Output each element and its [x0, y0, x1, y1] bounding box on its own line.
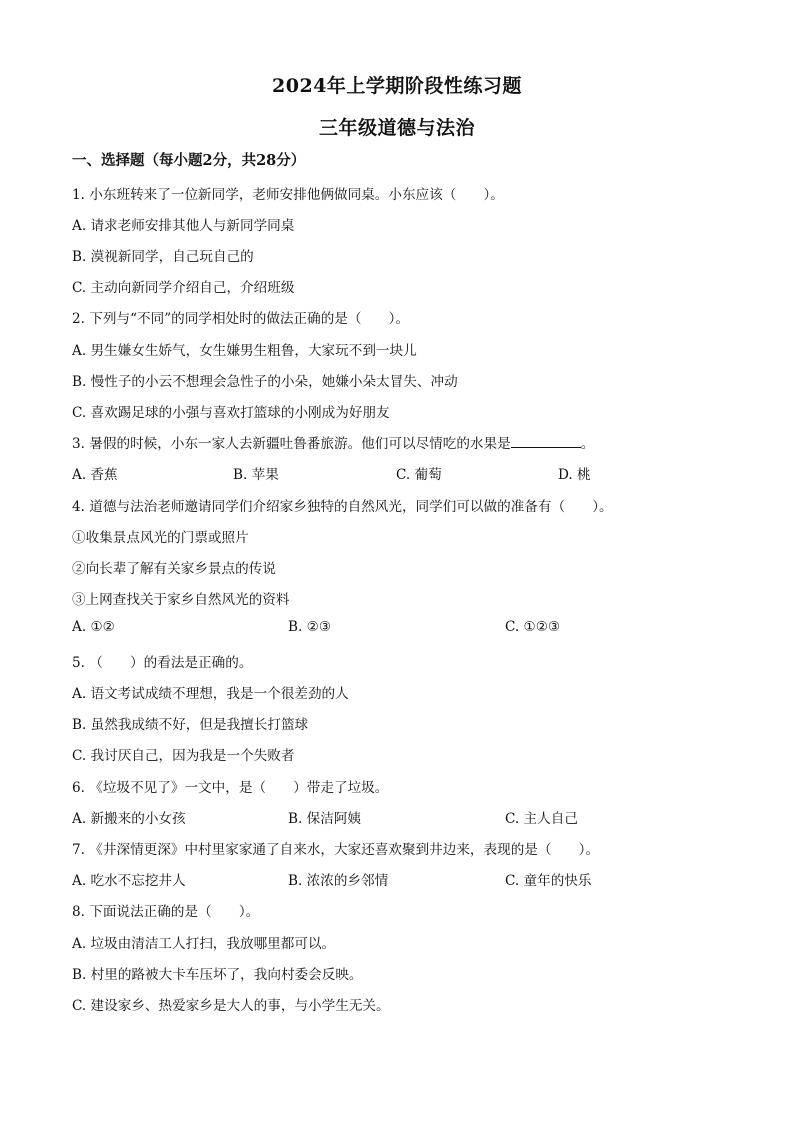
- question-3-stem-end: 。: [580, 436, 595, 452]
- question-6-option-a: A. 新搬来的小女孩: [72, 811, 186, 827]
- question-4-option-c: C. ①②③: [505, 619, 561, 635]
- question-4-item-3: ③上网查找关于家乡自然风光的资料: [72, 592, 290, 608]
- question-1-option-b: B. 漠视新同学，自己玩自己的: [72, 249, 254, 265]
- section-heading: 一、选择题（每小题2分，共28分）: [72, 152, 306, 169]
- question-3-stem: [72, 432, 594, 452]
- question-1-stem: 1. 小东班转来了一位新同学，老师安排他俩做同桌。小东应该（ ）。: [72, 187, 504, 203]
- question-5-option-a: A. 语文考试成绩不理想，我是一个很差劲的人: [72, 686, 349, 702]
- question-4-option-a: A. ①②: [72, 619, 115, 635]
- question-7-option-a: A. 吃水不忘挖井人: [72, 873, 186, 889]
- question-8-stem: 8. 下面说法正确的是（ ）。: [72, 904, 260, 920]
- question-3-option-a: A. 香蕉: [72, 467, 118, 483]
- question-8-option-a: A. 垃圾由清洁工人打扫，我放哪里都可以。: [72, 936, 336, 952]
- question-7-option-b: B. 浓浓的乡邻情: [288, 873, 389, 889]
- question-6-option-c: C. 主人自己: [505, 811, 578, 827]
- question-1-option-a: A. 请求老师安排其他人与新同学同桌: [72, 218, 295, 234]
- question-5-stem: 5. （ ）的看法是正确的。: [72, 655, 253, 671]
- question-3-option-c: C. 葡萄: [396, 467, 442, 483]
- answer-blank: [511, 435, 581, 448]
- page-subtitle: 三年级道德与法治: [318, 117, 475, 139]
- question-7-stem: 7. 《井深情更深》中村里家家通了自来水，大家还喜欢聚到井边来，表现的是（ ）。: [72, 842, 600, 858]
- question-6-stem: 6. 《垃圾不见了》一文中，是（ ）带走了垃圾。: [72, 780, 389, 796]
- question-2-option-c: C. 喜欢踢足球的小强与喜欢打篮球的小刚成为好朋友: [72, 405, 390, 421]
- question-3-stem-text: 3. 暑假的时候，小东一家人去新疆吐鲁番旅游。他们可以尽情吃的水果是: [72, 436, 511, 452]
- question-6-option-b: B. 保洁阿姨: [288, 811, 362, 827]
- question-2-stem: 2. 下列与“不同”的同学相处时的做法正确的是（ ）。: [72, 311, 410, 327]
- question-5-option-c: C. 我讨厌自己，因为我是一个失败者: [72, 748, 295, 764]
- question-2-option-b: B. 慢性子的小云不想理会急性子的小朵，她嫌小朵太冒失、冲动: [72, 374, 458, 390]
- question-3-option-b: B. 苹果: [233, 467, 279, 483]
- question-5-option-b: B. 虽然我成绩不好，但是我擅长打篮球: [72, 717, 309, 733]
- question-7-option-c: C. 童年的快乐: [505, 873, 592, 889]
- question-4-item-1: ①收集景点风光的门票或照片: [72, 530, 249, 546]
- question-4-option-b: B. ②③: [288, 619, 332, 635]
- question-2-option-a: A. 男生嫌女生娇气，女生嫌男生粗鲁，大家玩不到一块儿: [72, 343, 417, 359]
- question-8-option-c: C. 建设家乡、热爱家乡是大人的事，与小学生无关。: [72, 998, 390, 1014]
- question-3-option-d: D. 桃: [558, 467, 591, 483]
- question-4-stem: 4. 道德与法治老师邀请同学们介绍家乡独特的自然风光，同学们可以做的准备有（ ）。: [72, 499, 613, 515]
- question-1-option-c: C. 主动向新同学介绍自己，介绍班级: [72, 280, 295, 296]
- question-4-item-2: ②向长辈了解有关家乡景点的传说: [72, 561, 276, 577]
- page-title: 2024年上学期阶段性练习题: [272, 75, 522, 97]
- question-8-option-b: B. 村里的路被大卡车压坏了，我向村委会反映。: [72, 967, 363, 983]
